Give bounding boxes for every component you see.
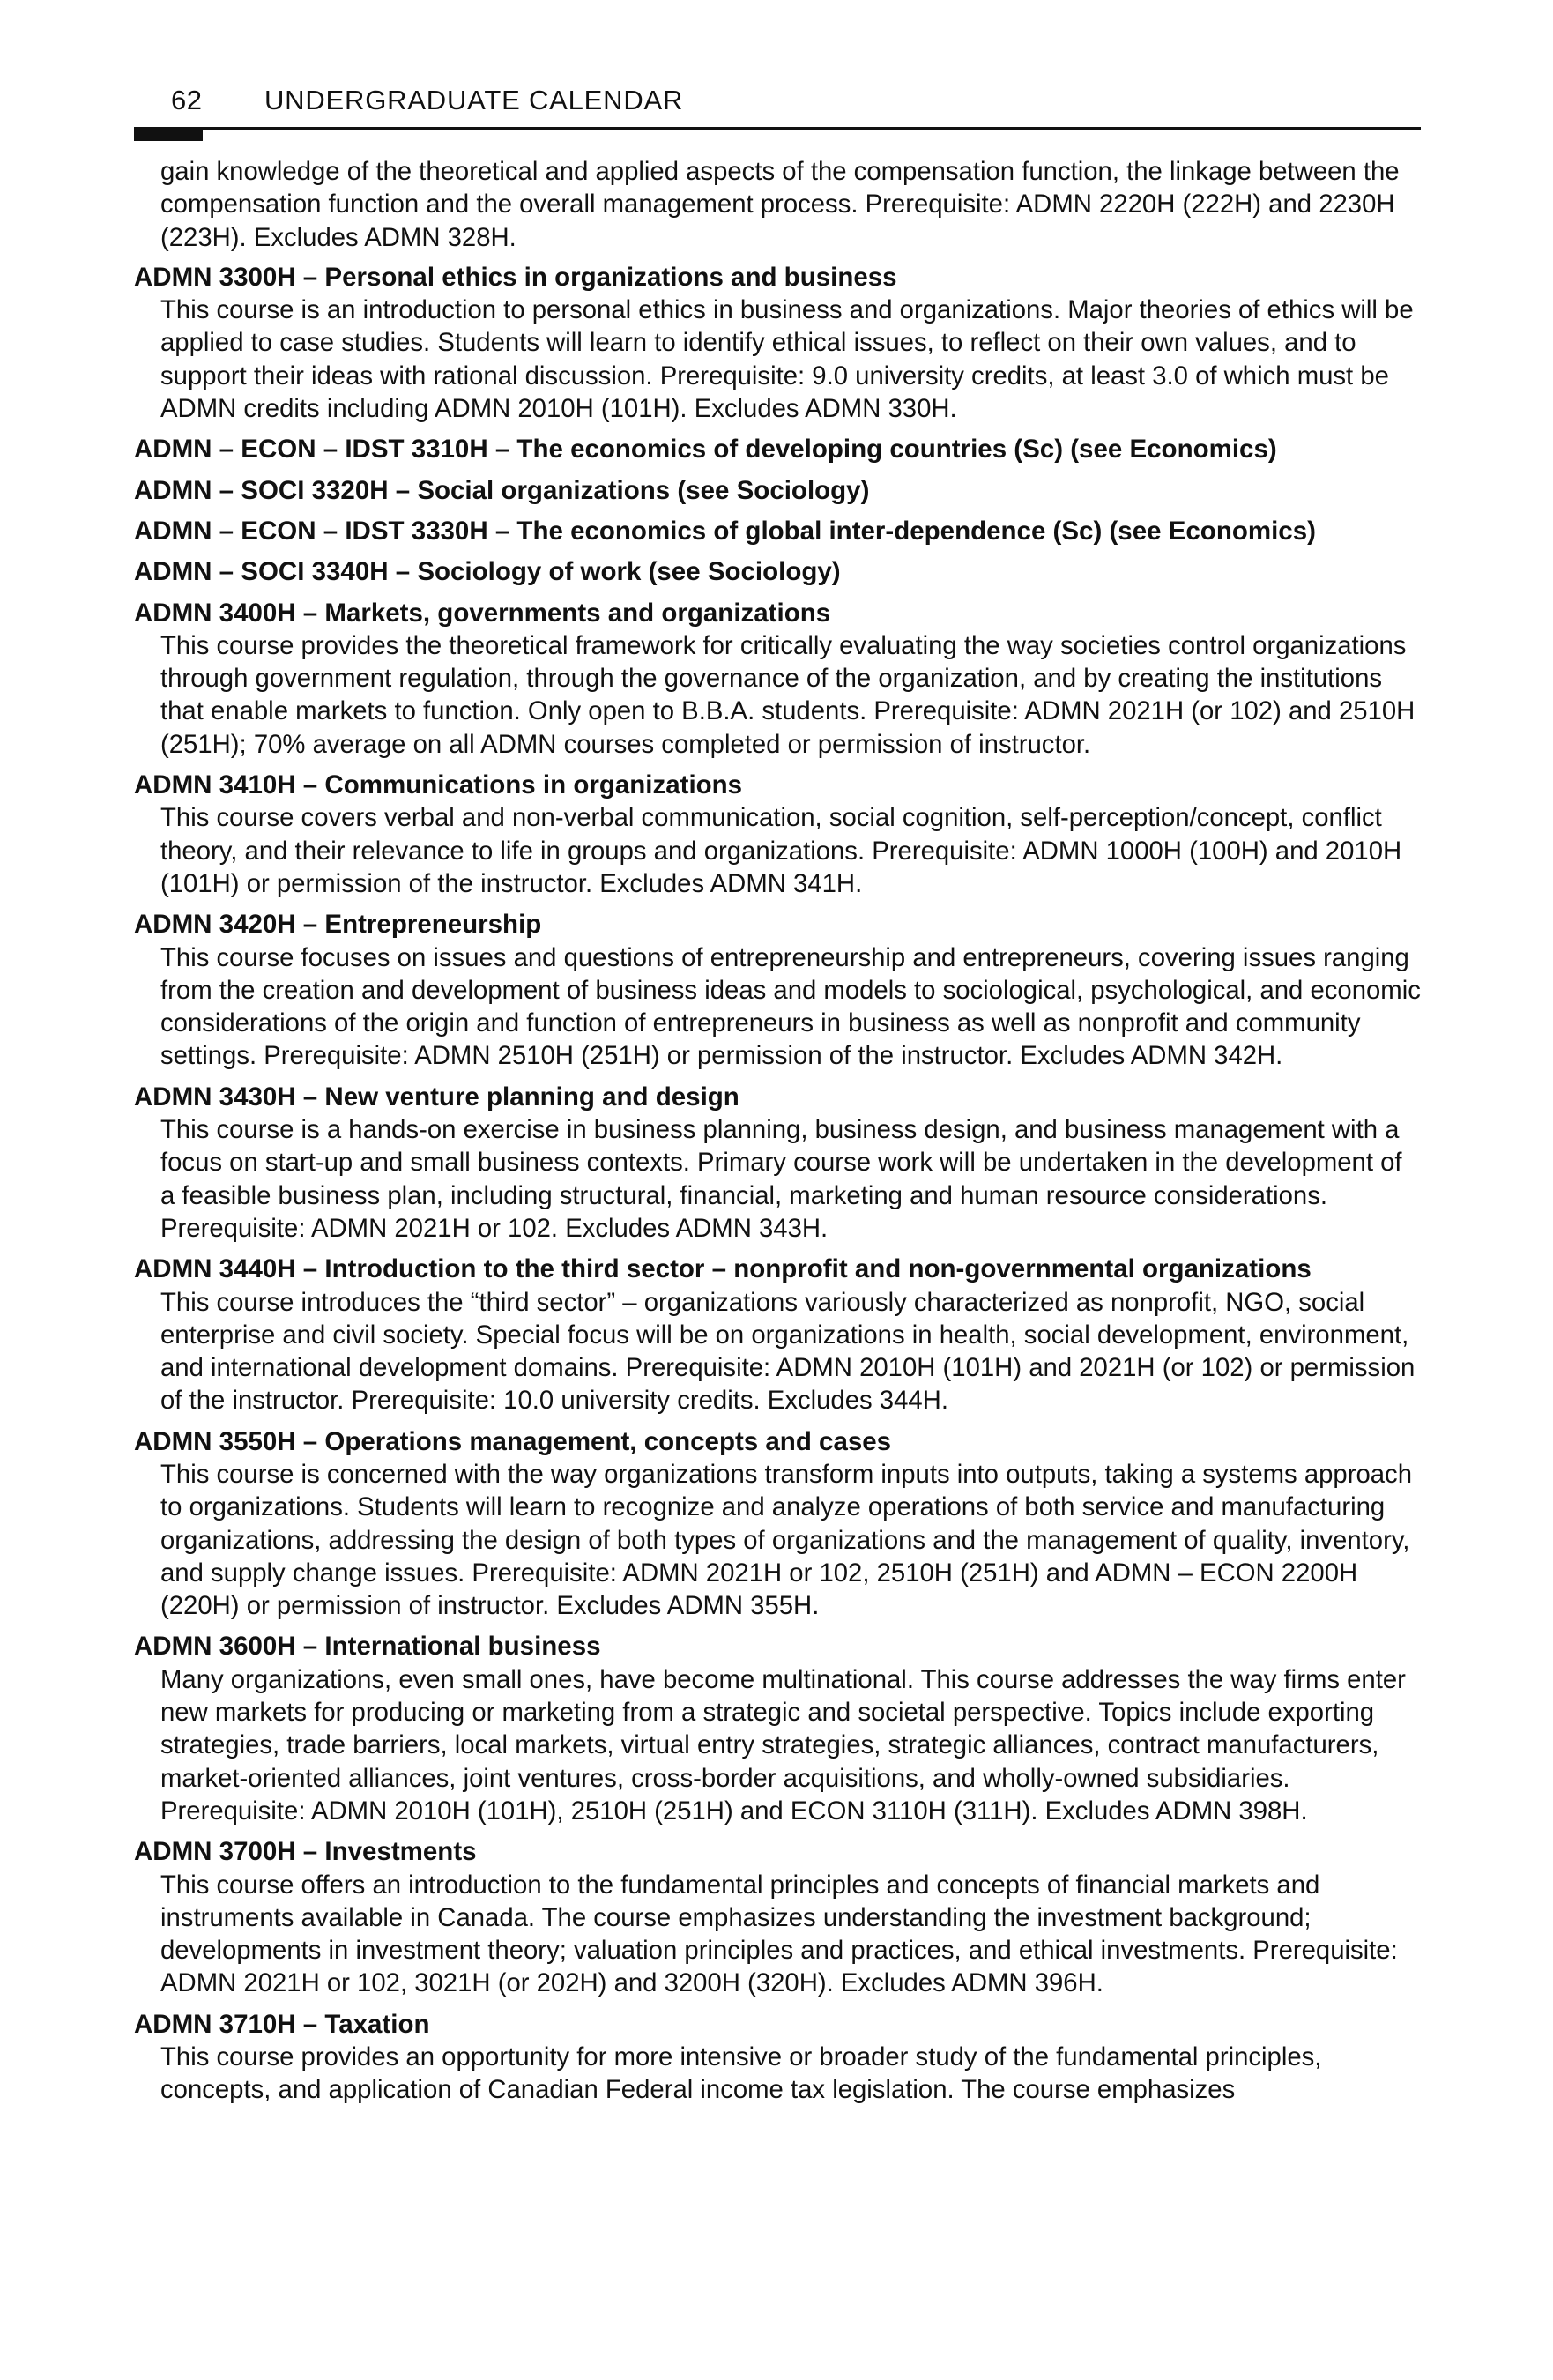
course-title: ADMN – SOCI 3320H – Social organizations (see Sociology): [134, 475, 870, 505]
course-entry: [134, 908, 1421, 1072]
course-title: ADMN 3440H – Introduction to the third sector – nonprofit and non-governmental organizations: [134, 1254, 1312, 1284]
course-title: ADMN 3300H – Personal ethics in organizations and business: [134, 262, 897, 292]
course-entry: [134, 2008, 1421, 2107]
course-description: This course is concerned with the way organizations transform inputs into outputs, taking a systems approach to organizations. Students will learn to recognize and analyze operations of both service and manufacturing organizations, addressing the design of both types of organizations and the management of quality, inventory, and supply change issues. Prerequisite: ADMN 2021H or 102, 2510H (251H) and ADMN – ECON 2200H (220H) or permission of instructor. Excludes ADMN 355H.: [160, 1459, 1412, 1621]
course-entry: [134, 1081, 1421, 1245]
course-description: This course offers an introduction to the fundamental principles and concepts of financial markets and instruments available in Canada. The course emphasizes understanding the investment background; developments in investment theory; valuation principles and practices, and ethical investments. Prerequisite: ADMN 2021H or 102, 3021H (or 202H) and 3200H (320H). Excludes ADMN 396H.: [160, 1870, 1398, 1998]
running-title: UNDERGRADUATE CALENDAR: [264, 85, 684, 115]
course-description: This course is an introduction to personal ethics in business and organizations. Major theories of ethics will be applied to case studies. Students will learn to identify ethical issues, to reflect on their own values, and to support their ideas with rational discussion. Prerequisite: 9.0 university credits, at least 3.0 of which must be ADMN credits including ADMN 2010H (101H). Excludes ADMN 330H.: [160, 295, 1414, 424]
course-description: This course introduces the “third sector” – organizations variously characterized as nonprofit, NGO, social enterprise and civil society. Special focus will be on organizations in health, social development, environment, and international development domains. Prerequisite: ADMN 2010H (101H) and 2021H (or 102) or permission of the instructor. Prerequisite: 10.0 university credits. Excludes 344H.: [160, 1287, 1416, 1416]
course-description: This course covers verbal and non-verbal communication, social cognition, self-perception/concept, conflict theory, and their relevance to life in groups and organizations. Prerequisite: ADMN 1000H (100H) and 2010H (101H) or permission of the instructor. Excludes ADMN 341H.: [160, 803, 1402, 898]
course-title: ADMN 3410H – Communications in organizations: [134, 770, 743, 800]
course-entry: [134, 769, 1421, 900]
course-entry: [134, 1425, 1421, 1623]
course-entry: [134, 433, 1421, 465]
course-title: ADMN 3430H – New venture planning and design: [134, 1082, 739, 1112]
running-header: [134, 78, 1421, 130]
course-entry: [134, 1253, 1421, 1417]
header-tab-marker: [134, 127, 203, 141]
course-title: ADMN 3600H – International business: [134, 1632, 601, 1662]
course-entry: [134, 1835, 1421, 1999]
course-entry: [134, 515, 1421, 547]
course-title: ADMN 3420H – Entrepreneurship: [134, 910, 542, 940]
course-entry: [134, 1630, 1421, 1827]
continued-description: gain knowledge of the theoretical and applied aspects of the compensation function, the linkage between the compensation function and the overall management process. Prerequisite: ADMN 2220H (222H) and 2230H (223H). Excludes ADMN 328H.: [160, 157, 1400, 252]
course-description: Many organizations, even small ones, have become multinational. This course addresses the way firms enter new markets for producing or marketing from a strategic and societal perspective. Topics include exporting strategies, trade barriers, local markets, virtual entry strategies, strategic alliances, contract manufacturers, market-oriented alliances, joint ventures, cross-border acquisitions, and wholly-owned subsidiaries. Prerequisite: ADMN 2010H (101H), 2510H (251H) and ECON 3110H (311H). Excludes ADMN 398H.: [160, 1664, 1406, 1826]
course-title: ADMN – ECON – IDST 3330H – The economics of global inter-dependence (Sc) (see Economics): [134, 516, 1316, 546]
course-title: ADMN 3400H – Markets, governments and organizations: [134, 598, 831, 628]
course-entry: [134, 474, 1421, 507]
course-listing: [134, 155, 1421, 2115]
course-entry: [134, 261, 1421, 425]
page-number: 62: [171, 85, 203, 115]
course-description: This course is a hands-on exercise in business planning, business design, and business management with a focus on start-up and small business contexts. Primary course work will be undertaken in the development of a feasible business plan, including structural, financial, marketing and human resource considerations. Prerequisite: ADMN 2021H or 102. Excludes ADMN 343H.: [160, 1115, 1402, 1243]
course-title: ADMN 3550H – Operations management, concepts and cases: [134, 1426, 892, 1456]
course-description: This course provides an opportunity for more intensive or broader study of the fundamental principles, concepts, and application of Canadian Federal income tax legislation. The course emphasizes: [160, 2042, 1322, 2105]
course-title: ADMN – ECON – IDST 3310H – The economics of developing countries (Sc) (see Economics): [134, 435, 1277, 465]
course-description: This course provides the theoretical framework for critically evaluating the way societies control organizations through government regulation, through the governance of the organization, and by creating the institutions that enable markets to function. Only open to B.B.A. students. Prerequisite: ADMN 2021H (or 102) and 2510H (251H); 70% average on all ADMN courses completed or permission of instructor.: [160, 630, 1416, 759]
course-title: ADMN 3710H – Taxation: [134, 2009, 430, 2039]
course-entry: [134, 555, 1421, 588]
course-entry: [134, 597, 1421, 761]
course-description: This course focuses on issues and questions of entrepreneurship and entrepreneurs, covering issues ranging from the creation and development of business ideas and models to sociological, psychological, and economic considerations of the origin and function of entrepreneurs in business as well as nonprofit and community settings. Prerequisite: ADMN 2510H (251H) or permission of the instructor. Excludes ADMN 342H.: [160, 942, 1421, 1071]
course-title: ADMN – SOCI 3340H – Sociology of work (see Sociology): [134, 557, 841, 587]
course-title: ADMN 3700H – Investments: [134, 1837, 477, 1867]
course-list: [134, 261, 1421, 2107]
